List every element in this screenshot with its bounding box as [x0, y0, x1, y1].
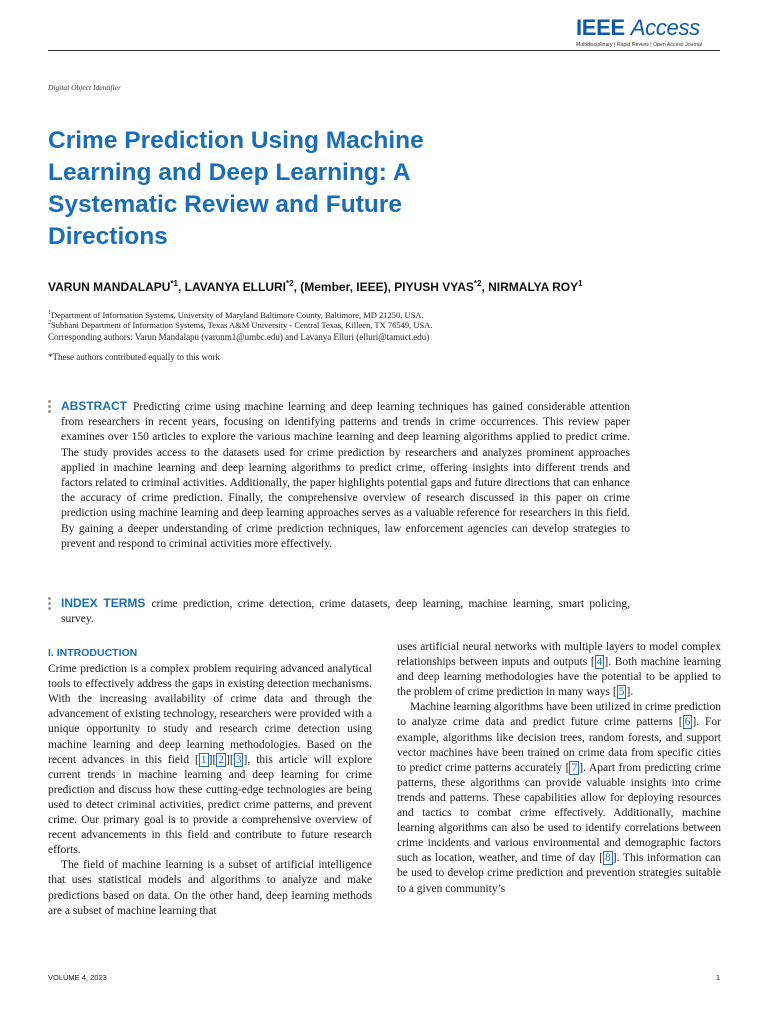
citation-number[interactable]: 5: [618, 686, 625, 699]
paragraph: [48, 662, 372, 858]
affiliation-text: Department of Information Systems, University of Maryland Baltimore County, Baltimore, MD 21250, USA.: [51, 309, 424, 320]
citation-link[interactable]: [ 5 ]: [612, 686, 631, 699]
paragraph-text: .: [630, 686, 634, 699]
citation-number[interactable]: 3: [235, 753, 242, 766]
paragraph-text: . For example, algorithms like decision trees, random forests, and support vector machines have been trained on crime data from specific cities to predict crime patterns accurately: [397, 716, 721, 774]
section-heading: I. INTRODUCTION: [48, 647, 138, 659]
citation-number[interactable]: 2: [218, 753, 225, 766]
author-sup: 1: [578, 279, 583, 288]
citation-number[interactable]: 1: [200, 753, 207, 766]
logo-tagline: Multidisciplinary | Rapid Review | Open Access Journal: [576, 42, 703, 48]
author-name: PIYUSH VYAS: [394, 280, 474, 294]
logo-ieee-text: IEEE: [576, 15, 625, 40]
author-separator: ,: [178, 280, 185, 294]
author-name: VARUN MANDALAPU: [48, 280, 171, 294]
header-rule: [48, 50, 720, 51]
paragraph: The field of machine learning is a subset of artificial intelligence that uses statistical models and algorithms to analyze and make predictions based on data. On the other hand, deep learning methods are a subset of machine learning that: [48, 859, 372, 917]
citation-number[interactable]: 8: [604, 852, 611, 865]
index-terms-dots-icon: [48, 597, 52, 612]
citation-link[interactable]: [ 3 ]: [229, 753, 248, 766]
author-list: [48, 276, 628, 295]
corresponding-authors: Corresponding authors: Varun Mandalapu (varunm1@umbc.edu) and Lavanya Elluri (elluri@tamuct.edu): [48, 332, 430, 342]
affiliation-text: Subhani Department of Information Systems, Texas A&M University - Central Texas, Killeen, TX 76549, USA.: [51, 319, 433, 330]
citation-link[interactable]: [ 1 ]: [195, 753, 213, 766]
paragraph: [397, 640, 721, 700]
author-sup: *1: [170, 279, 178, 288]
abstract-label: ABSTRACT: [61, 399, 127, 413]
abstract-dots-icon: [48, 400, 52, 415]
paragraph-text: , this article will explore current trends in machine learning and deep learning for crime prediction and discuss how these cutting-edge technologies are being used to detect criminal activities, predict crime patterns, and prevent crime. Our primary goal is to provide a comprehensive overview of recent advancements in this field and contribute to future research efforts.: [48, 753, 373, 857]
author-sup: *2: [286, 279, 294, 288]
paragraph-text: Crime prediction is a complex problem requiring advanced analytical tools to effectively address the gaps in existing detection mechanisms. With the increasing availability of crime data and through the advancement of existing technology, researchers were provided with a unique opportunity to study and research crime detection using machine learning and deep learning methodologies. Based on the recent advances in this field: [48, 663, 372, 766]
index-terms-text: crime prediction, crime detection, crime datasets, deep learning, machine learning, smart policing, survey.: [61, 598, 630, 626]
author-membership: , (Member, IEEE),: [293, 280, 395, 294]
affiliation-2: [48, 318, 648, 330]
body-column-left: [48, 646, 372, 919]
index-terms-label: INDEX TERMS: [61, 596, 146, 610]
citation-link[interactable]: [ 6 ]: [678, 716, 697, 729]
affiliation-sup: 2: [48, 320, 51, 326]
index-terms: [48, 596, 630, 627]
paragraph-text: . Apart from predicting crime patterns, these algorithms can provide valuable insights into crime trends and patterns. These capabilities allow for deploying resources and tactics to combat crime effectively. Additionally, machine learning algorithms can also be used to identify correlations between crime incidents and various environmental and demographic factors such as location, weather, and time of day: [397, 761, 721, 865]
paragraph-text: . This information can be used to develop crime prediction and prevention strategies suitable to a given community’s: [397, 852, 721, 895]
paper-title: Crime Prediction Using Machine Learning and Deep Learning: A Systematic Review and Future Directions: [48, 127, 424, 250]
citation-number[interactable]: 7: [571, 761, 578, 774]
abstract: [48, 399, 630, 552]
ieee-access-logo: [576, 16, 716, 48]
body-column-right: [397, 640, 721, 897]
citation-link[interactable]: [ 8 ]: [599, 852, 617, 865]
footer-volume: VOLUME 4, 2023: [48, 973, 107, 982]
doi-label: Digital Object Identifier: [48, 83, 121, 92]
abstract-text: Predicting crime using machine learning and deep learning techniques has gained considerable attention from researchers in recent years, focusing on identifying patterns and trends in crime occurrences. This review paper examines over 150 articles to explore the various machine learning and deep learning algorithms applied to predict crime. The study provides access to the datasets used for crime prediction by researchers and analyzes prominent approaches applied in machine learning and deep learning algorithms to predict crime, offering insights into different trends and factors related to criminal activities. Additionally, the paper highlights potential gaps and future directions that can enhance the accuracy of crime prediction. Finally, the comprehensive overview of research discussed in this paper on crime prediction using machine learning and deep learning approaches serves as a valuable reference for researchers in this field. By gaining a deeper understanding of crime prediction techniques, law enforcement agencies can develop strategies to prevent and respond to criminal activities more effectively.: [61, 401, 630, 550]
paragraph-text: . Both machine learning and deep learning methodologies have the potential to be applied to the problem of crime prediction in many ways: [397, 656, 722, 699]
affiliation-sup: 1: [48, 310, 51, 316]
footer-page-number: 1: [715, 973, 720, 982]
author-separator: ,: [481, 280, 489, 294]
citation-number[interactable]: 4: [596, 656, 603, 669]
logo-access-text: Access: [630, 15, 700, 40]
citation-link[interactable]: [ 2 ]: [212, 753, 230, 766]
author-name: NIRMALYA ROY: [488, 280, 579, 294]
equal-contribution-note: *These authors contributed equally to this work: [48, 352, 220, 362]
paragraph-text: Machine learning algorithms have been utilized in crime prediction to analyze crime data and predict future crime patterns: [397, 701, 721, 729]
author-name: LAVANYA ELLURI: [184, 280, 287, 294]
author-sup: *2: [473, 279, 482, 288]
citation-link[interactable]: [ 4 ]: [590, 656, 609, 669]
paragraph: [397, 700, 721, 896]
paragraph-text: uses artificial neural networks with multiple layers to model complex relationships between inputs and outputs: [397, 641, 721, 669]
citation-number[interactable]: 6: [684, 716, 691, 729]
citation-link[interactable]: [ 7 ]: [565, 761, 584, 774]
